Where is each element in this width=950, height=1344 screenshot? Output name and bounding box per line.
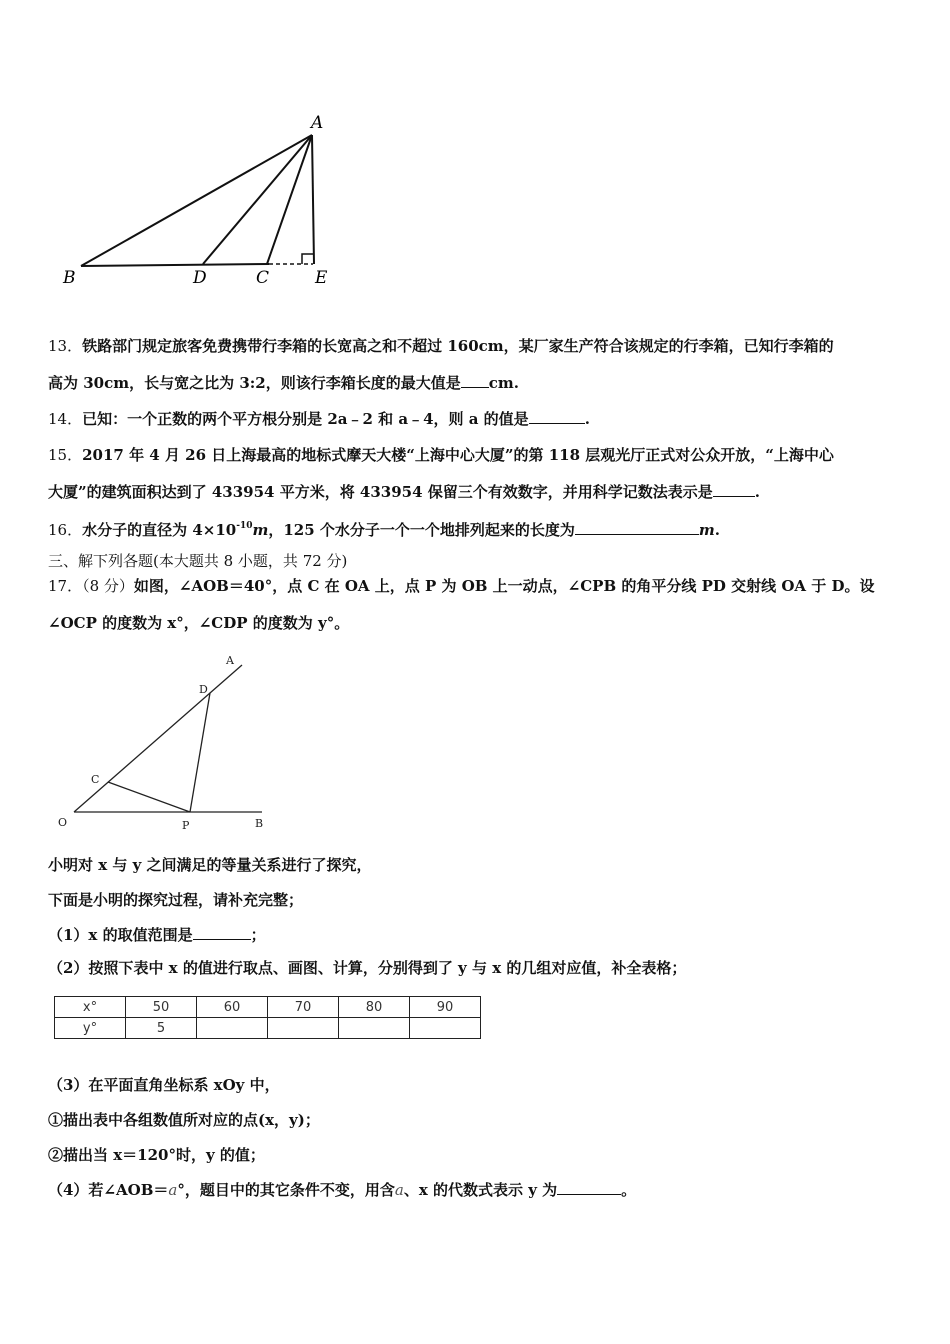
q13-text-1: 铁路部门规定旅客免费携带行李箱的长宽高之和不超过 160cm，某厂家生产符合该规定的行李箱，已知行李箱的 [82,337,834,355]
q17-line-1 [48,576,874,596]
label-P2: P [182,819,190,832]
q14-text-b: . [584,410,590,428]
q17-number: 17． [48,577,83,595]
q17-part-4-text-b: °，题目中的其它条件不变，用含 [177,1181,395,1199]
q16-number: 16． [48,521,83,539]
q16-unit-1: m [252,521,269,539]
segment-AC [267,135,312,264]
table-cell-y-1: 5 [126,1018,197,1039]
q16-exponent: -10 [236,521,253,531]
q17-score: （8 分） [82,577,134,595]
q15-line-2 [48,482,760,502]
q15-text-2a: 大厦”的建筑面积达到了 433954 平方米，将 433954 保留三个有效数字，并用科学记数法表示是 [48,483,713,501]
q17-part-2: （2）按照下表中 x 的值进行取点、画图、计算，分别得到了 y 与 x 的几组对应值，补全表格； [48,959,687,977]
table-cell-x-2: 60 [197,997,268,1018]
q17-part-4-alpha-2: a [394,1181,404,1199]
q16-end: . [714,521,720,539]
ray-OA [74,665,242,812]
q17-part-3: （3）在平面直角坐标系 xOy 中， [48,1076,280,1094]
q16-unit-2: m [698,521,715,539]
angle-figure-2 [52,648,282,838]
table-cell-y-5[interactable] [410,1018,481,1039]
label-C: C [256,268,270,288]
q15-text-1: 2017 年 4 月 26 日上海最高的地标式摩天大楼“上海中心大厦”的第 118 层观光厅正式对公众开放，“上海中心 [82,446,834,464]
q17-intro-2: 下面是小明的探究过程，请补充完整； [48,891,304,909]
q17-part-4 [48,1180,636,1200]
segment-AB [81,135,312,266]
segment-DP [190,693,210,812]
section-3-title: 三、解下列各题(本大题共 8 小题，共 72 分) [48,552,348,570]
label-A2: A [226,654,234,667]
table-cell-y-4[interactable] [339,1018,410,1039]
q17-part-1-text: （1）x 的取值范围是 [48,926,193,944]
q16-text-a: 水分子的直径为 4×10 [82,521,237,539]
label-E: E [315,268,328,288]
q17-part-4-text-a: （4）若∠AOB＝ [48,1181,169,1199]
segment-AE [312,135,314,264]
table-row-y [55,1018,481,1039]
table-cell-x-3: 70 [268,997,339,1018]
q17-part-4-text-c: 、x 的代数式表示 y 为 [403,1181,558,1199]
table-cell-x-5: 90 [410,997,481,1018]
label-A: A [311,113,324,133]
label-O2: O [58,816,68,829]
xy-values-table [54,996,481,1039]
q17-part-4-alpha: a [168,1181,178,1199]
table-cell-x-1: 50 [126,997,197,1018]
q14-line [48,409,590,429]
q13-line-2 [48,373,519,393]
label-B2: B [255,817,264,830]
q15-number: 15． [48,446,83,464]
q13-text-2b: cm. [488,374,519,392]
right-angle-mark [302,254,313,264]
table-cell-y-2[interactable] [197,1018,268,1039]
q17-line-2 [48,613,349,633]
table-cell-y-3[interactable] [268,1018,339,1039]
q16-text-b: ，125 个水分子一个一个地排列起来的长度为 [268,521,575,539]
q16-line [48,516,720,540]
q17-part-1-blank[interactable] [193,925,251,940]
q15-text-2b: . [754,483,760,501]
q17-part-4-end: 。 [621,1181,637,1199]
q15-line-1 [48,445,834,465]
q14-answer-blank[interactable] [529,409,585,424]
q17-part-1-end: ； [250,926,266,944]
q14-text-a: 已知：一个正数的两个平方根分别是 2a﹣2 和 a﹣4，则 a 的值是 [82,410,529,428]
table-header-x: x° [55,997,126,1018]
q17-part-1 [48,925,266,945]
triangle-figure-1 [55,108,355,293]
q15-answer-blank[interactable] [713,482,755,497]
label-D2: D [199,683,208,696]
table-cell-x-4: 80 [339,997,410,1018]
q13-text-2a: 高为 30cm，长与宽之比为 3:2，则该行李箱长度的最大值是 [48,374,461,392]
q17-part-4-blank[interactable] [557,1180,621,1195]
label-B: B [63,268,76,288]
q17-part-3-1: ①描出表中各组数值所对应的点(x，y)； [48,1111,320,1129]
q17-text-2: ∠OCP 的度数为 x°，∠CDP 的度数为 y°。 [48,614,350,632]
q13-number: 13． [48,337,83,355]
table-row-x [55,997,481,1018]
q14-number: 14． [48,410,83,428]
segment-AD [203,135,312,264]
q13-line-1 [48,336,834,356]
segment-BC [81,264,269,266]
q17-intro-1: 小明对 x 与 y 之间满足的等量关系进行了探究， [48,856,372,874]
label-D: D [193,268,207,288]
table-header-y: y° [55,1018,126,1039]
label-C2: C [91,773,100,786]
q17-text-1: 如图，∠AOB＝40°，点 C 在 OA 上，点 P 为 OB 上一动点，∠CPB 的角平分线 PD 交射线 OA 于 D。设 [133,577,875,595]
q16-answer-blank[interactable] [575,520,699,535]
q17-part-3-2: ②描出当 x＝120°时，y 的值； [48,1146,265,1164]
q13-answer-blank[interactable] [461,373,489,388]
segment-CP [108,782,190,812]
